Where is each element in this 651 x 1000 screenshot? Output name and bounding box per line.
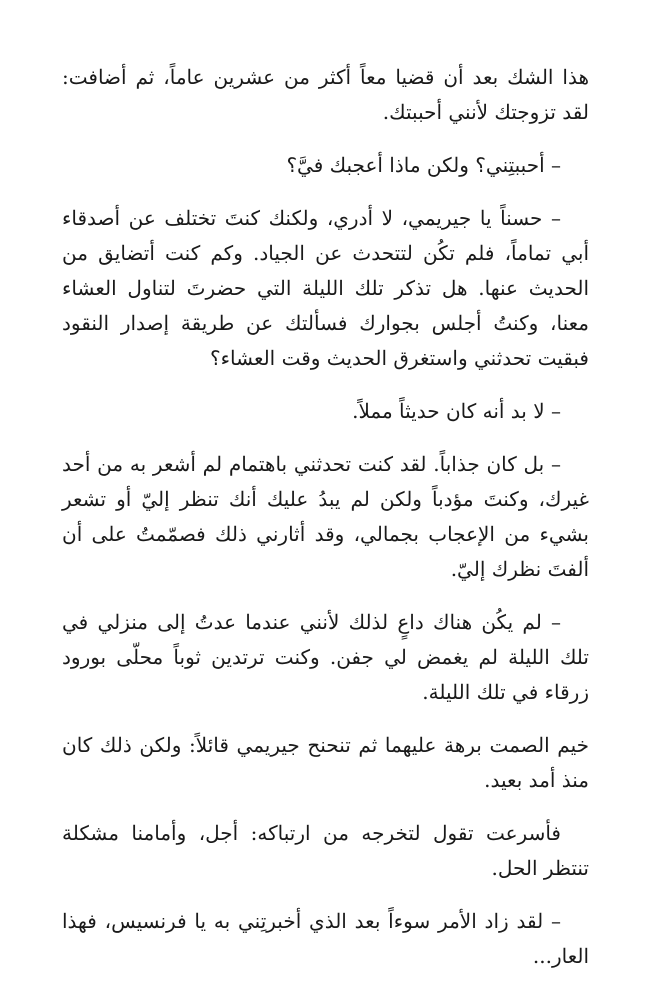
paragraph-4: – لا بد أنه كان حديثاً مملاً. <box>352 399 561 423</box>
paragraph-5: – بل كان جذاباً. لقد كنت تحدثني باهتمام لم أشعر به من أحد غيرك، وكنتَ مؤدباً ولكن لم يبدُ عليك أنك تنظر إليّ أو تشعر بشيء من الإعجاب بجمالي، وقد أثارني ذلك فصمّمتُ على أن ألفتَ نظرك إليّ. <box>62 452 589 581</box>
book-page <box>62 60 589 992</box>
paragraph-7: خيم الصمت برهة عليهما ثم تنحنح جيريمي قائلاً: ولكن ذلك كان منذ أمد بعيد. <box>62 733 590 792</box>
paragraph-6: – لم يكُن هناك داعٍ لذلك لأنني عندما عدتُ إلى منزلي في تلك الليلة لم يغمض لي جفن. وكنت ترتدين ثوباً محلّى بورود زرقاء في تلك الليلة. <box>62 610 589 704</box>
paragraph-9: – لقد زاد الأمر سوءاً بعد الذي أخبرتِني به يا فرنسيس، فهذا العار... <box>62 909 589 968</box>
paragraph-8: فأسرعت تقول لتخرجه من ارتباكه: أجل، وأمامنا مشكلة تنتظر الحل. <box>62 821 589 880</box>
paragraph-2: – أحببتِني؟ ولكن ماذا أعجبك فيَّ؟ <box>286 153 561 177</box>
paragraph-1: هذا الشك بعد أن قضيا معاً أكثر من عشرين عاماً، ثم أضافت: لقد تزوجتك لأنني أحببتك. <box>62 65 589 124</box>
paragraph-3: – حسناً يا جيريمي، لا أدري، ولكنك كنتَ تختلف عن أصدقاء أبي تماماً، فلم تكُن لتتحدث عن الجياد. وكم كنت أتضايق من الحديث عنها. هل تذكر تلك الليلة التي حضرتَ لتناول العشاء معنا، وكنتُ أجلس بجوارك فسألتك عن طريقة إصدار النقود فبقيت تحدثني واستغرق الحديث وقت العشاء؟ <box>62 206 589 370</box>
